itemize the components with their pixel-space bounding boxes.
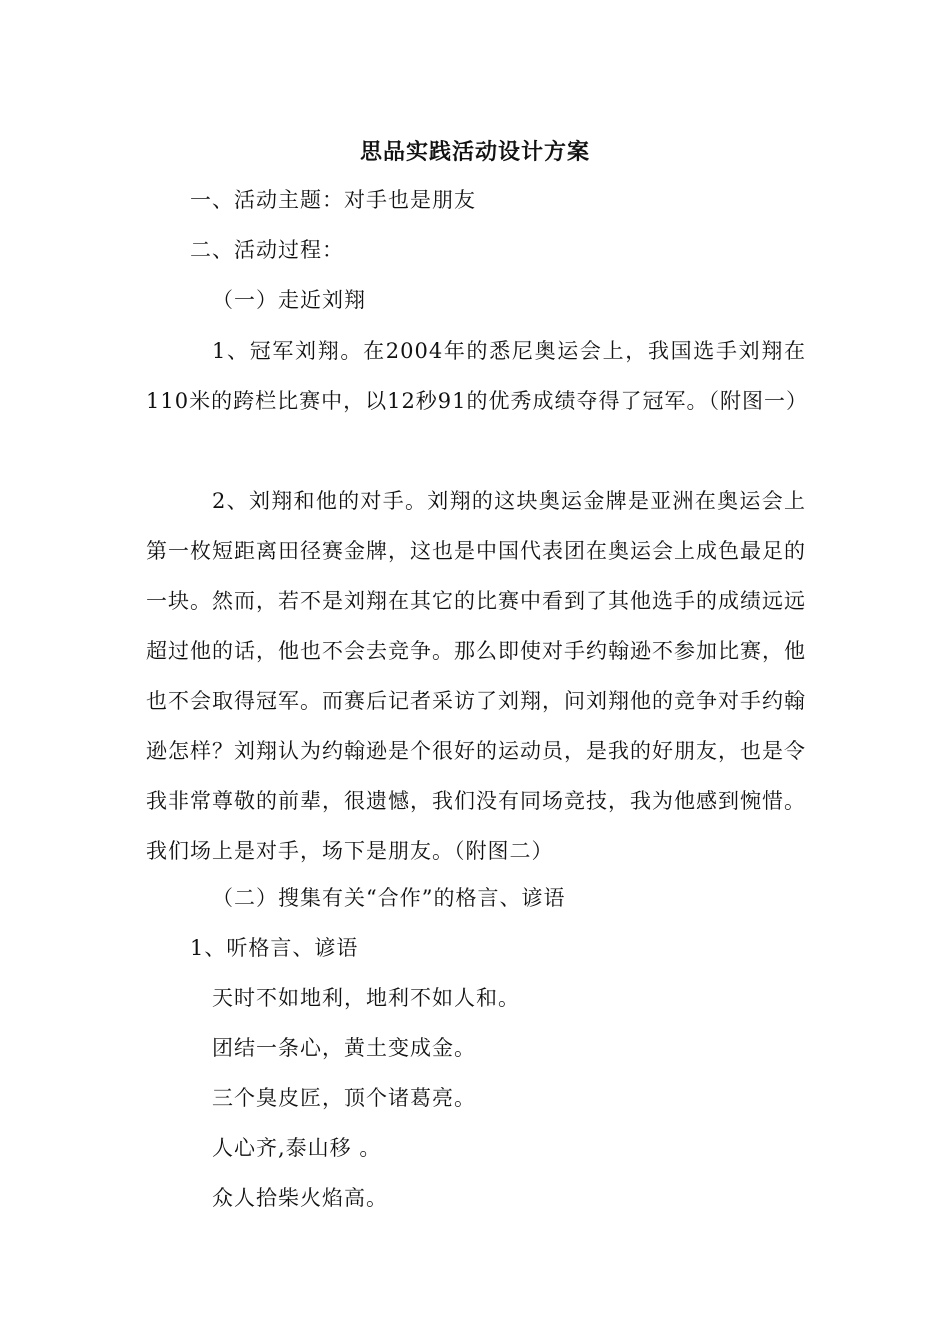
section-1-heading: （一）走近刘翔 [212, 288, 366, 312]
activity-theme: 一、活动主题：对手也是朋友 [190, 188, 476, 212]
paragraph-champion: 1、冠军刘翔。在2004年的悉尼奥运会上，我国选手刘翔在110米的跨栏比赛中，以12秒91的优秀成绩夺得了冠军。（附图一） [146, 339, 809, 413]
section-2-heading: （二）搜集有关“合作”的格言、谚语 [212, 886, 566, 910]
paragraph-rival: 2、刘翔和他的对手。刘翔的这块奥运金牌是亚洲在奥运会上第一枚短距离田径赛金牌，这也是中国代表团在奥运会上成色最足的一块。然而，若不是刘翔在其它的比赛中看到了其他选手的成绩远远超过他的话，他也不会去竞争。那么即使对手约翰逊不参加比赛，他也不会取得冠军。而赛后记者采访了刘翔，问刘翔他的竞争对手约翰逊怎样？刘翔认为约翰逊是个很好的运动员，是我的好朋友，也是令我非常尊敬的前辈，很遗憾，我们没有同场竞技，我为他感到惋惜。我们场上是对手，场下是朋友。（附图二） [146, 489, 806, 863]
proverb-item: 天时不如地利，地利不如人和。 [212, 986, 520, 1010]
document-title: 思品实践活动设计方案 [359, 139, 590, 165]
proverb-item: 人心齐,泰山移 。 [212, 1136, 382, 1160]
section-2-subheading: 1、听格言、谚语 [190, 936, 359, 960]
activity-process-heading: 二、活动过程： [190, 238, 344, 262]
proverb-item: 众人拾柴火焰高。 [212, 1186, 388, 1210]
proverb-item: 三个臭皮匠，顶个诸葛亮。 [212, 1086, 476, 1110]
proverb-item: 团结一条心，黄土变成金。 [212, 1036, 476, 1060]
